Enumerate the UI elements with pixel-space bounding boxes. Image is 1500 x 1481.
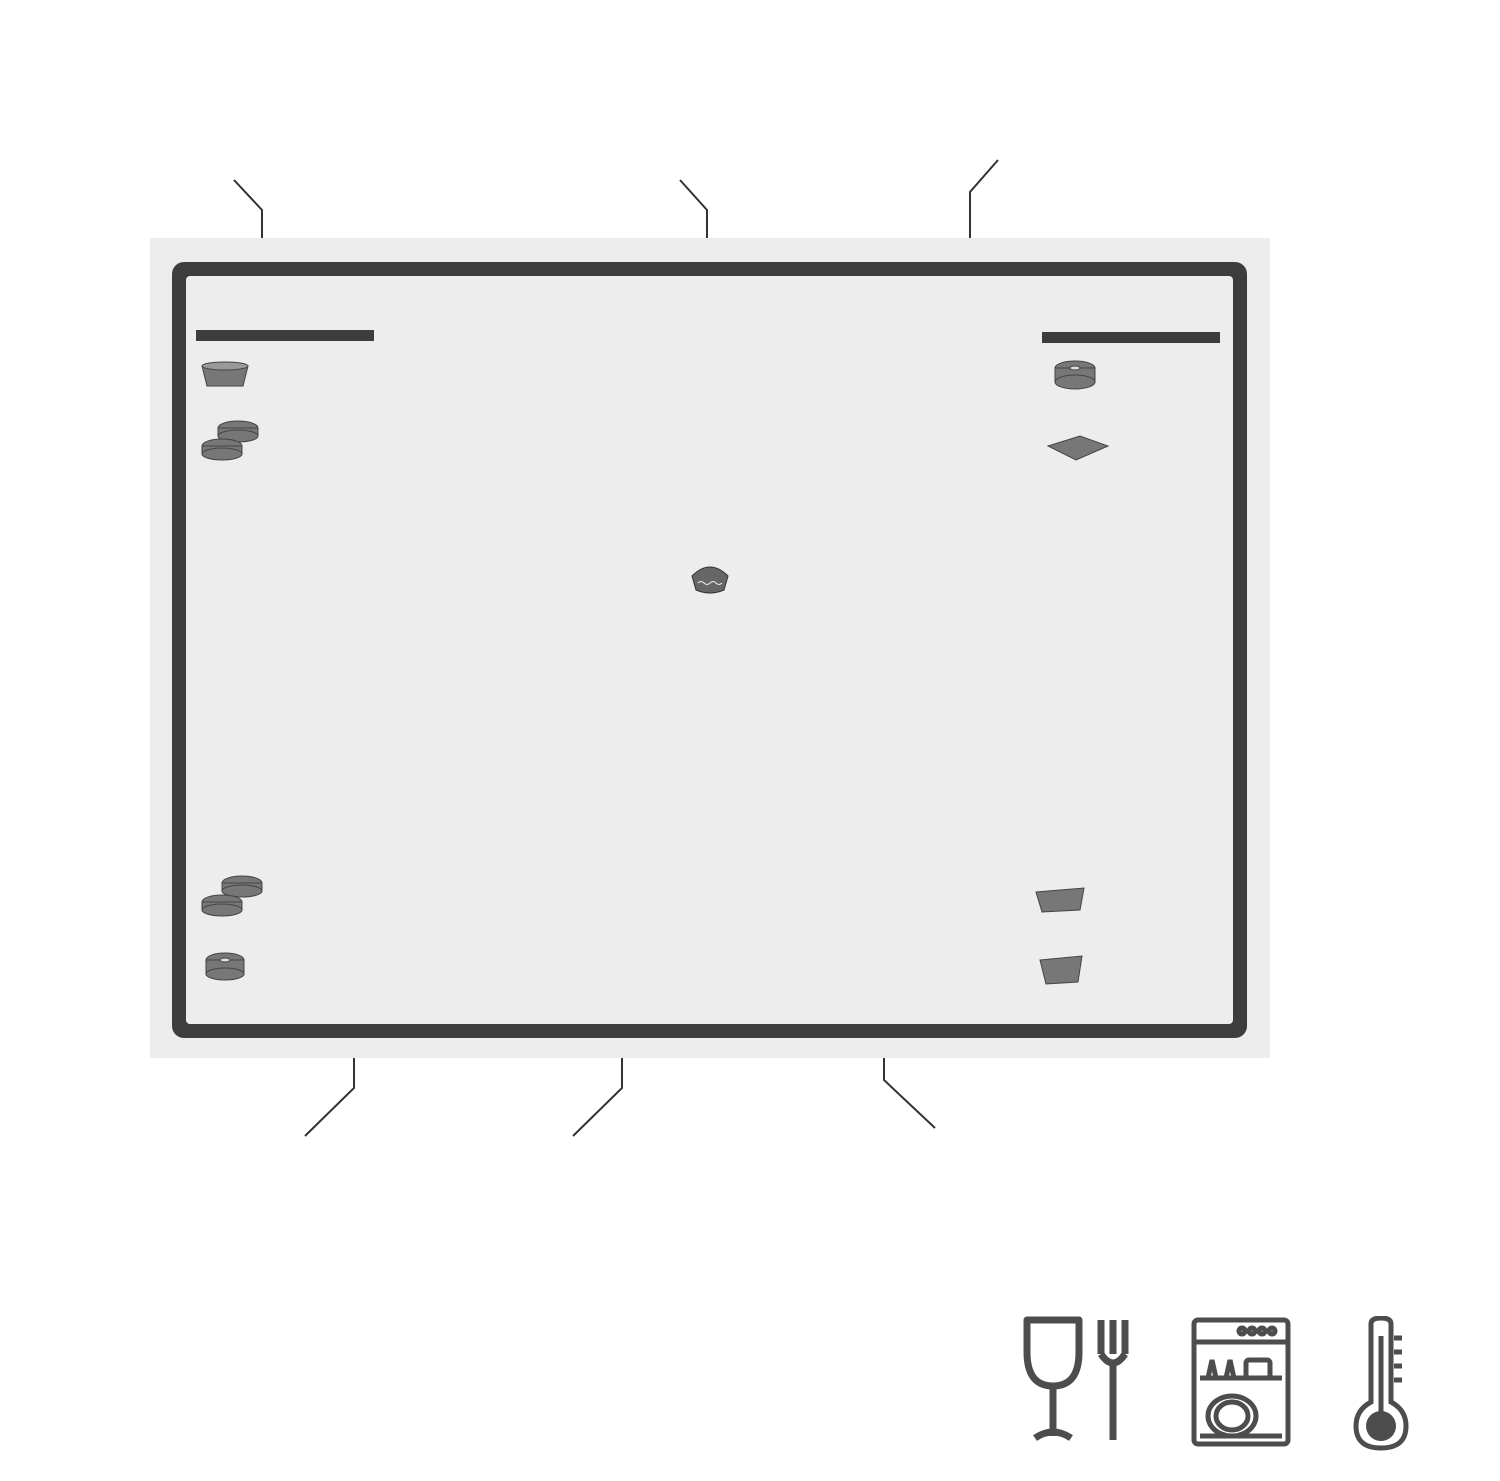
round-pan-icon	[202, 895, 242, 916]
square-baking-dish-icon	[1036, 888, 1084, 912]
bundt-pan-icon	[206, 953, 244, 980]
leader-border	[305, 1046, 354, 1136]
wine-glass-fork-icon	[1015, 1314, 1135, 1454]
bundt-pan-icon	[1055, 361, 1095, 389]
thermometer-icon	[1352, 1316, 1410, 1452]
pie-icon	[692, 567, 728, 593]
loaf-pan-icon	[1040, 956, 1082, 984]
round-pan-icon	[222, 876, 262, 897]
right-header-bar	[1042, 332, 1220, 343]
pastry-mat	[150, 238, 1270, 1058]
round-pan-icon	[202, 439, 242, 460]
loaf-pan-icon	[202, 362, 248, 386]
left-header-bar	[196, 330, 374, 341]
dishwasher-icon	[1190, 1316, 1292, 1448]
